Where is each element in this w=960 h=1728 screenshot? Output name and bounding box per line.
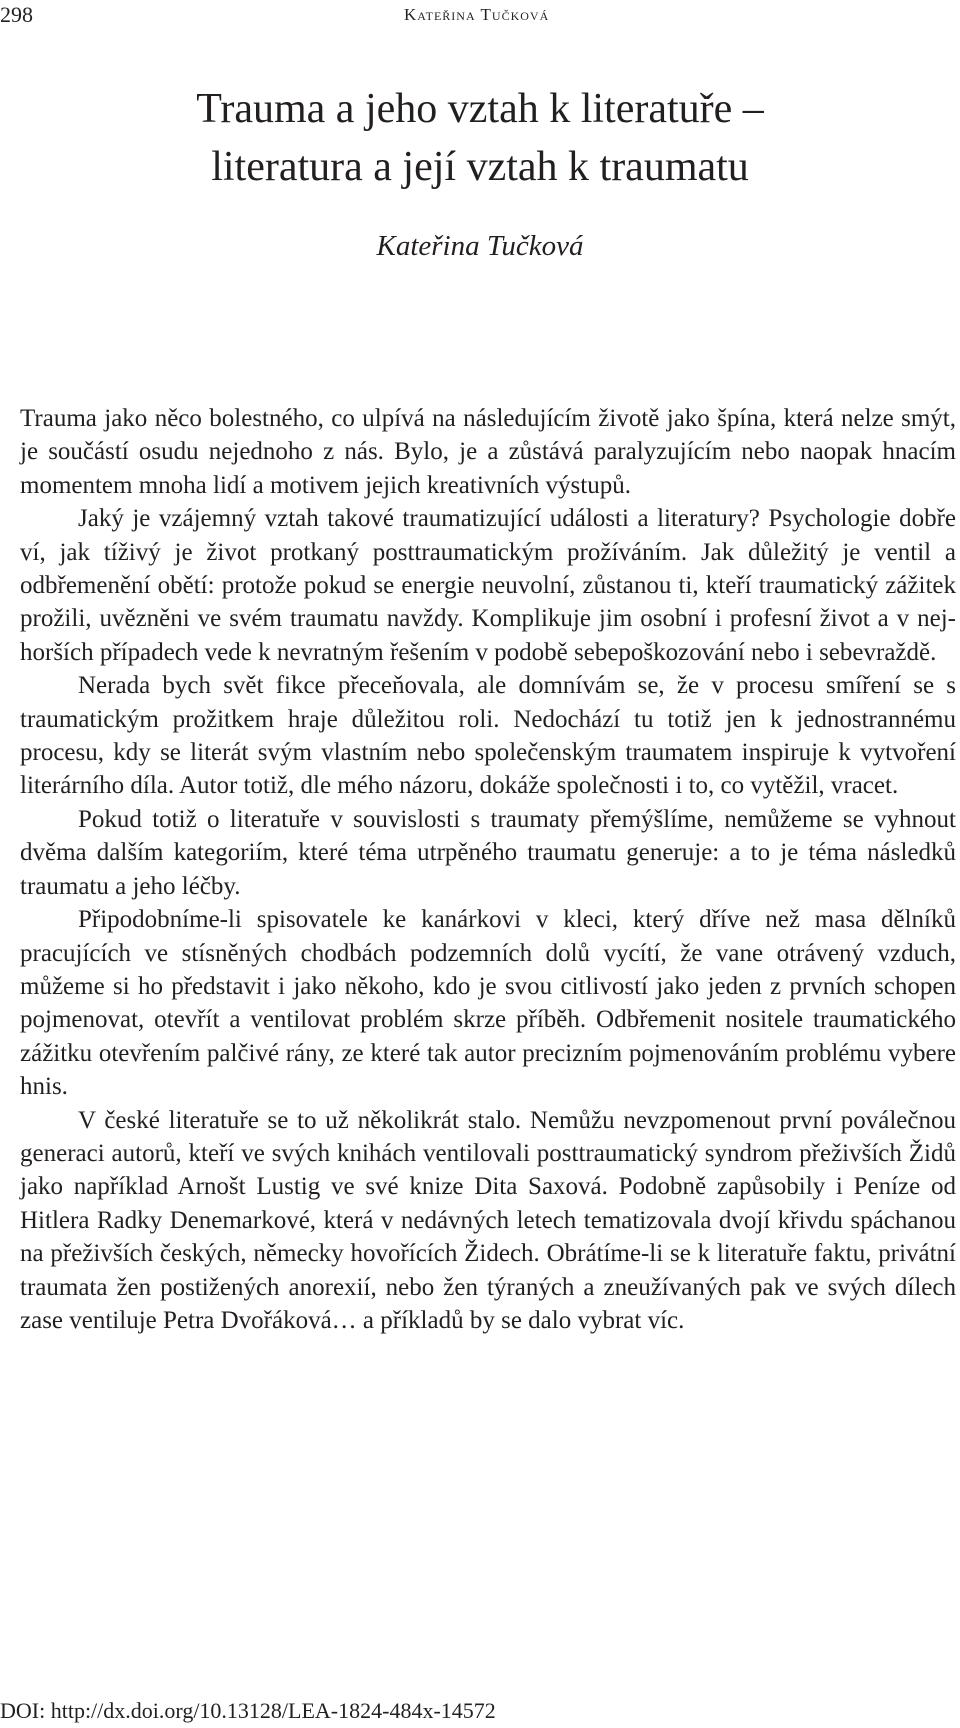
paragraph-6: V české literatuře se to už několikrát stalo. Nemůžu nevzpomenout první poválečnou generaci autorů, kteří ve svých knihách ventilovali posttraumatický syndrom přeživších Židů jako například Arnošt Lustig ve své knize Dita Saxová. Podobně zapůsobily i Peníze od Hitlera Radky Denemarkové, která v nedávných letech tematizovala dvojí křivdu spáchanou na přeživších českých, německy hovořících Židech. Obrátíme-li se k literatuře faktu, privátní traumata žen postižených anorexií, nebo žen týraných a zneužívaných pak ve svých dílech zase ventiluje Petra Dvořáková… a příkladů by se dalo vybrat víc. [20, 1106, 956, 1334]
article-header [0, 80, 960, 264]
article-title-line-2: literatura a její vztah k traumatu [211, 144, 749, 190]
running-head-author: Kateřina Tučková [404, 5, 550, 24]
paragraph-5: Připodobníme-li spisovatele ke kanárkovi v kleci, který dříve než masa dělníků pracujících ve stísněných chodbách podzemních dolů vycítí, že vane otrávený vzduch, můžeme si ho představit i jako někoho, kdo je svou citlivostí jako jeden z prvních schopen pojmenovat, otevřít a ventilovat problém skrze příběh. Odbřemenit nositele traumatického zážitku otevřením palčivé rány, ze které tak autor precizním pojmenováním problému vybere hnis. [20, 906, 956, 1101]
paragraph-3: Nerada bych svět fikce přeceňovala, ale domnívám se, že v procesu smíření se s traumatickým prožitkem hraje důležitou roli. Nedochází tu totiž jen k jednostrannému procesu, kdy se literát svým vlastním nebo společenským traumatem inspiruje k vytvoření literárního díla. Autor totiž, dle mého názoru, dokáže společnosti i to, co vytěžil, vracet. [20, 672, 956, 800]
article-title [0, 80, 960, 196]
article-author: Kateřina Tučková [376, 230, 584, 262]
page-number: 298 [0, 2, 33, 27]
paragraph-1: Trauma jako něco bolestného, co ulpívá na následujícím životě jako špína, která nelze smýt, je součástí osudu nejednoho z nás. Bylo, je a zůstává paralyzujícím nebo naopak hnacím momentem mnoha lidí a motivem jejich kreativních výstupů. [20, 405, 956, 499]
paragraph-2: Jaký je vzájemný vztah takové traumatizující události a literatury? Psychologie dobře ví, jak tíživý je život protkaný posttraumatickým prožíváním. Jak důležitý je ventil a odbřemenění obětí: protože pokud se energie neuvolní, zůstanou ti, kteří traumatický zážitek prožili, uvězněni ve svém traumatu navždy. Komplikuje jim osobní i profesní život a v nejhorších případech vede k nevratným řešením v podobě sebepoškozování nebo i sebevraždě. [20, 505, 956, 666]
running-head [0, 2, 960, 28]
article-title-line-1: Trauma a jeho vztah k literatuře – [196, 86, 764, 132]
paragraph-4: Pokud totiž o literatuře v souvislosti s traumaty přemýšlíme, nemůžeme se vyhnout dvěma dalším kategoriím, které téma utrpěného traumatu generuje: a to je téma následků traumatu a jeho léčby. [20, 805, 956, 900]
article-body [20, 402, 956, 1337]
doi-link[interactable]: DOI: http://dx.doi.org/10.13128/LEA-1824-484x-14572 [0, 1698, 496, 1723]
